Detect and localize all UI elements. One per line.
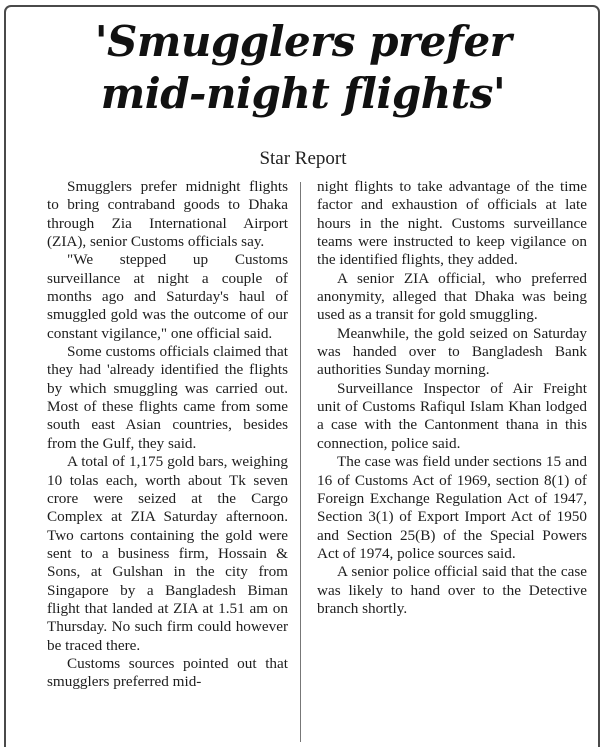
left-column [47,178,288,692]
byline: Star Report [259,148,347,169]
right-column [317,178,587,618]
column-divider [300,182,301,742]
headline-line-2: mid-night flights' [100,69,506,118]
paragraph: "We stepped up Customs surveillance at night a couple of months ago and Saturday's haul of smuggled gold was the outcome of our constant vigilance," one official said. [47,251,288,342]
paragraph-continuation: night flights to take advantage of the time factor and exhaustion of officials at late hours in the night. Customs surveillance teams were instructed to keep vigilance on the identified flights, they added. [317,178,587,269]
paragraph: Some customs officials claimed that they had 'already identified the flights by which smuggling was carried out. Most of these flights came from some south east Asian countries, besides from the Gulf, they said. [47,343,288,452]
paragraph: Smugglers prefer midnight flights to bring contraband goods to Dhaka through Zia International Airport (ZIA), senior Customs officials say. [47,178,288,251]
paragraph: The case was field under sections 15 and 16 of Customs Act of 1969, section 8(1) of Foreign Exchange Regulation Act of 1947, Section 3(1) of Export Import Act of 1950 and Section 25(B) of the Special Powers Act of 1974, police sources said. [317,453,587,562]
paragraph: Surveillance Inspector of Air Freight unit of Customs Rafiqul Islam Khan lodged a case with the Cantonment thana in this connection, police said. [317,379,587,452]
headline [0,16,606,120]
paragraph: Meanwhile, the gold seized on Saturday was handed over to Bangladesh Bank authorities Sunday morning. [317,324,587,379]
paragraph: Customs sources pointed out that smugglers preferred mid- [47,654,288,691]
paragraph: A senior police official said that the case was likely to hand over to the Detective branch shortly. [317,563,587,617]
paragraph: A senior ZIA official, who preferred anonymity, alleged that Dhaka was being used as a transit for gold smuggling. [317,269,587,324]
paragraph: A total of 1,175 gold bars, weighing 10 tolas each, worth about Tk seven crore were seized at the Cargo Complex at ZIA Saturday afternoon. Two cartons containing the gold were sent to a business firm, Hossain & Sons, at Gulshan in the city from Singapore by a Bangladesh Biman flight that landed at ZIA at 1.51 am on Thursday. No such firm could however be traced there. [47,453,288,654]
headline-line-1: 'Smugglers prefer [94,17,512,66]
